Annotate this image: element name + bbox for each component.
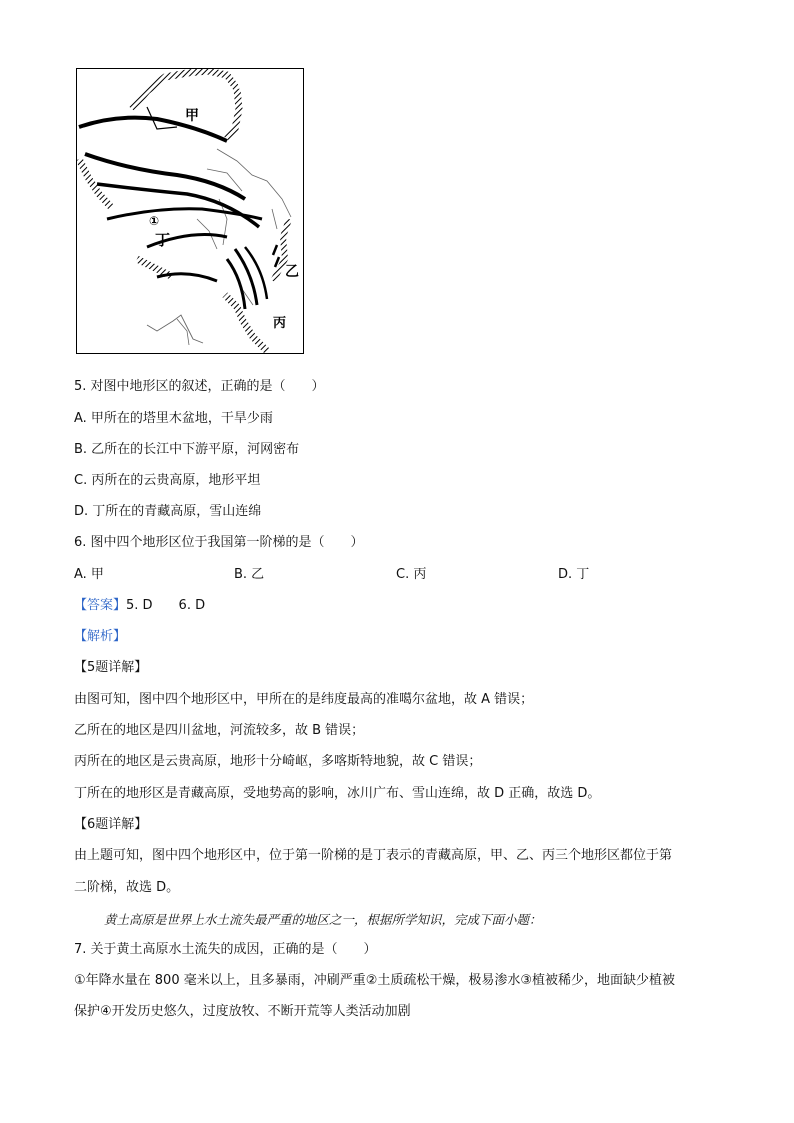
border-right bbox=[227, 89, 239, 139]
answer-tag: 【答案】 bbox=[74, 598, 127, 613]
q7-line-2: 保护④开发历史悠久，过度放牧、不断开荒等人类活动加剧 bbox=[74, 1004, 411, 1019]
q5-option-d: D. 丁所在的青藏高原，雪山连绵 bbox=[74, 504, 262, 519]
analysis-tag: 【解析】 bbox=[74, 629, 127, 644]
q6-option-d: D. 丁 bbox=[558, 567, 590, 582]
mountain-4 bbox=[107, 209, 262, 219]
border-left bbox=[79, 159, 111, 207]
q5-stem: 5. 对图中地形区的叙述，正确的是（ ） bbox=[74, 379, 325, 394]
q7-line-1: ①年降水量在 800 毫米以上，且多暴雨，冲刷严重②土质疏松干燥，极易渗水③植被稀少，地面缺少植被 bbox=[74, 973, 676, 988]
q7-stem: 7. 关于黄土高原水土流失的成因，正确的是（ ） bbox=[74, 942, 377, 957]
q6-detail-header: 【6题详解】 bbox=[74, 817, 148, 832]
answer-line bbox=[74, 597, 205, 615]
q6-detail-line-2: 二阶梯，故选 D。 bbox=[74, 880, 180, 895]
label-bing: 丙 bbox=[273, 316, 287, 331]
q6-option-b: B. 乙 bbox=[234, 567, 265, 582]
q6-detail-line-1: 由上题可知，图中四个地形区中，位于第一阶梯的是丁表示的青藏高原，甲、乙、丙三个地形区都位于第 bbox=[74, 848, 673, 863]
q5-option-b: B. 乙所在的长江中下游平原，河网密布 bbox=[74, 442, 300, 457]
answer-text: 5. D 6. D bbox=[126, 598, 206, 613]
q5-detail-line-2: 乙所在的地区是四川盆地，河流较多，故 B 错误； bbox=[74, 723, 365, 738]
q5-detail-line-4: 丁所在的地形区是青藏高原，受地势高的影响，冰川广布、雪山连绵，故 D 正确，故选 D。 bbox=[74, 786, 601, 801]
mountain-3 bbox=[97, 184, 259, 227]
q5-detail-line-3: 丙所在的地区是云贵高原，地形十分崎岖，多喀斯特地貌，故 C 错误； bbox=[74, 754, 482, 769]
border-top bbox=[132, 71, 237, 109]
loess-intro: 黄土高原是世界上水土流失最严重的地区之一，根据所学知识，完成下面小题： bbox=[104, 912, 542, 927]
q5-detail-line-1: 由图可知，图中四个地形区中，甲所在的是纬度最高的准噶尔盆地，故 A 错误； bbox=[74, 692, 534, 707]
label-jia: 甲 bbox=[185, 108, 199, 124]
label-ding: 丁 bbox=[155, 231, 171, 249]
q6-stem: 6. 图中四个地形区位于我国第一阶梯的是（ ） bbox=[74, 535, 364, 550]
q6-option-a: A. 甲 bbox=[74, 567, 104, 582]
q5-option-c: C. 丙所在的云贵高原，地形平坦 bbox=[74, 473, 261, 488]
label-circle-one: ① bbox=[149, 214, 160, 228]
q5-detail-header: 【5题详解】 bbox=[74, 660, 148, 675]
terrain-map bbox=[76, 68, 304, 354]
label-yi: 乙 bbox=[285, 264, 299, 280]
coast-south bbox=[147, 315, 203, 343]
border-south bbox=[225, 295, 267, 351]
q5-option-a: A. 甲所在的塔里木盆地，干旱少雨 bbox=[74, 411, 273, 426]
mountain-east bbox=[273, 245, 279, 267]
q6-option-c: C. 丙 bbox=[396, 567, 427, 582]
